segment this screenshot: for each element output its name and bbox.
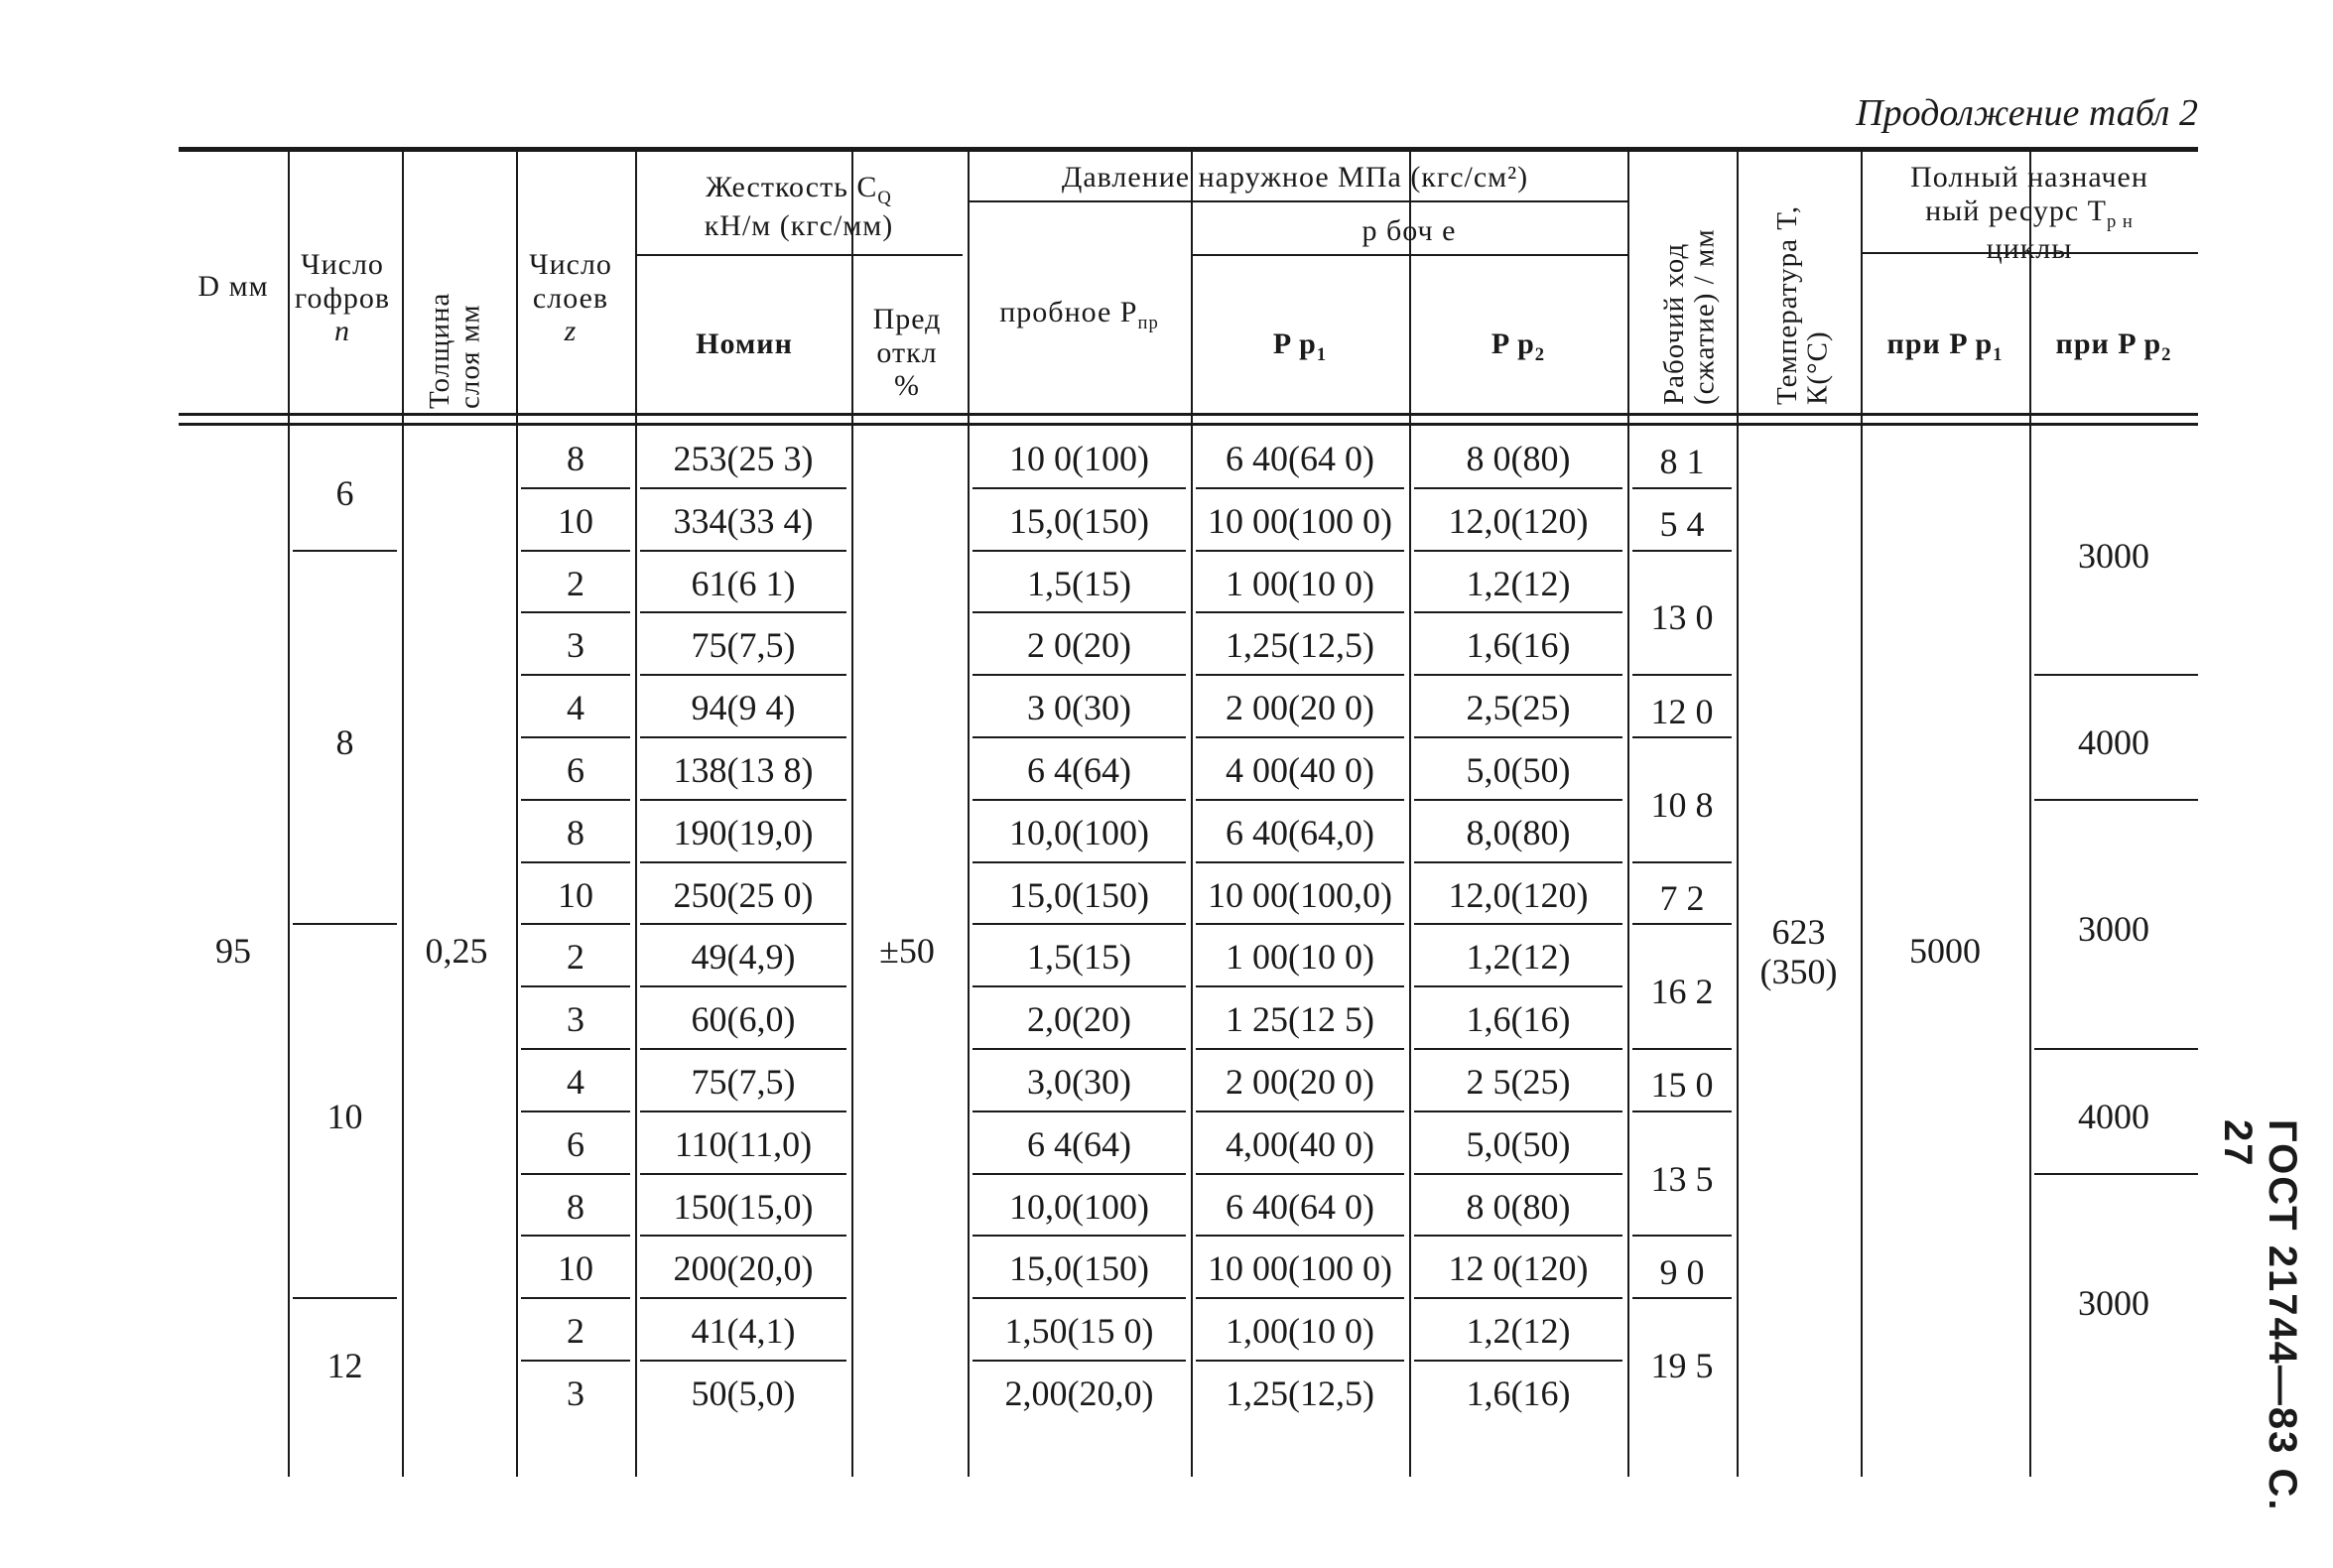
cell-test: 10,0(100) [1009, 1186, 1149, 1227]
row-rule [521, 1173, 630, 1175]
row-rule [1196, 923, 1404, 925]
row-rule [640, 550, 846, 552]
header-stroke: Рабочий ход (сжатие) / мм [1658, 228, 1721, 405]
row-rule [640, 799, 846, 801]
row-rule [1414, 1360, 1622, 1362]
group-rule [1632, 1048, 1732, 1050]
cell-nominal: 250(25 0) [673, 874, 814, 915]
cell-nominal: 138(13 8) [673, 750, 814, 790]
cell-p1: 1 00(10 0) [1226, 563, 1374, 603]
row-rule [1414, 674, 1622, 676]
row-rule [1414, 799, 1622, 801]
cell-p1: 2 00(20 0) [1226, 688, 1374, 728]
cell-p1: 10 00(100,0) [1208, 874, 1392, 915]
row-rule [1414, 487, 1622, 489]
group-rule [1632, 1235, 1732, 1237]
row-rule [640, 861, 846, 863]
row-rule [972, 1111, 1186, 1112]
table-top-rule [179, 147, 2198, 152]
cell-corrugations: 10 [326, 1096, 363, 1136]
group-rule [2034, 1173, 2198, 1175]
row-rule [972, 487, 1186, 489]
cell-nominal: 50(5,0) [691, 1373, 796, 1413]
cell-p2: 2,5(25) [1466, 688, 1571, 728]
cell-layers: 4 [567, 1062, 584, 1102]
row-rule [972, 674, 1186, 676]
row-rule [521, 799, 630, 801]
cell-nominal: 75(7,5) [691, 1062, 796, 1102]
row-rule [640, 985, 846, 987]
row-rule [1196, 1111, 1404, 1112]
row-rule [972, 1235, 1186, 1237]
row-rule [1196, 1048, 1404, 1050]
row-rule [640, 1048, 846, 1050]
row-rule [521, 923, 630, 925]
cell-stroke: 19 5 [1650, 1346, 1714, 1385]
cell-resource-p1: 5000 [1909, 931, 1981, 971]
header-d: D мм [197, 270, 269, 303]
cell-p1: 10 00(100 0) [1208, 1248, 1392, 1289]
cell-resource-p2: 3000 [2078, 535, 2149, 576]
cell-p2: 1,6(16) [1466, 1373, 1571, 1413]
group-rule [1632, 550, 1732, 552]
row-rule [1196, 1235, 1404, 1237]
row-rule [1196, 1360, 1404, 1362]
row-rule [1196, 985, 1404, 987]
cell-stroke: 13 5 [1650, 1158, 1714, 1199]
row-rule [972, 550, 1186, 552]
cell-test: 10,0(100) [1009, 812, 1149, 852]
row-rule [1414, 611, 1622, 613]
cell-resource-p2: 4000 [2078, 1096, 2149, 1136]
cell-p2: 8 0(80) [1466, 1186, 1571, 1227]
header-corrugations: Число гофров n [294, 248, 391, 348]
cell-nominal: 61(6 1) [691, 563, 796, 603]
cell-corrugations: 12 [326, 1346, 363, 1385]
header-bottom-rule [179, 413, 2198, 416]
cell-p1: 4 00(40 0) [1226, 750, 1374, 790]
row-rule [1414, 1111, 1622, 1112]
group-rule [293, 550, 397, 552]
standard-page-reference: ГОСТ 21744—83 С. 27 [2216, 1119, 2304, 1512]
row-rule [1196, 799, 1404, 801]
cell-p1: 6 40(64,0) [1226, 812, 1374, 852]
row-rule [972, 1048, 1186, 1050]
table-caption: Продолжение табл 2 [1856, 92, 2198, 134]
row-rule [972, 1360, 1186, 1362]
cell-p1: 1,25(12,5) [1226, 625, 1374, 666]
row-rule [640, 487, 846, 489]
row-rule [1196, 550, 1404, 552]
group-rule [2034, 1048, 2198, 1050]
cell-layers: 2 [567, 563, 584, 603]
group-rule [1632, 1111, 1732, 1112]
group-rule [1632, 1297, 1732, 1299]
cell-test: 15,0(150) [1009, 500, 1149, 541]
cell-p1: 10 00(100 0) [1208, 500, 1392, 541]
cell-layers: 6 [567, 750, 584, 790]
cell-nominal: 49(4,9) [691, 937, 796, 978]
cell-test: 6 4(64) [1027, 750, 1131, 790]
header-layer-thickness: Толщина слоя мм [424, 292, 486, 409]
group-rule [2034, 674, 2198, 676]
cell-stroke: 8 1 [1659, 442, 1705, 482]
row-rule [640, 1297, 846, 1299]
row-rule [1196, 487, 1404, 489]
row-rule [972, 799, 1186, 801]
row-rule [1414, 1173, 1622, 1175]
header-temperature: Температура T, К(°С) [1771, 204, 1834, 405]
cell-p2: 12 0(120) [1448, 1248, 1589, 1289]
row-rule [521, 1297, 630, 1299]
cell-stroke: 9 0 [1659, 1251, 1705, 1292]
cell-p1: 1 25(12 5) [1226, 999, 1374, 1040]
row-rule [1414, 1235, 1622, 1237]
cell-nominal: 60(6,0) [691, 999, 796, 1040]
cell-p2: 12,0(120) [1448, 874, 1589, 915]
header-at-p2: при P $р_2$ [2055, 327, 2172, 365]
cell-nominal: 110(11,0) [674, 1123, 813, 1164]
cell-p2: 1,2(12) [1466, 563, 1571, 603]
cell-stroke: 7 2 [1659, 878, 1705, 918]
cell-nominal: 253(25 3) [673, 439, 814, 478]
cell-layers: 8 [567, 1186, 584, 1227]
cell-test: 1,50(15 0) [1004, 1311, 1154, 1352]
row-rule [521, 1048, 630, 1050]
row-rule [521, 861, 630, 863]
cell-test: 1,5(15) [1027, 563, 1131, 603]
header-layers: Число слоев z [529, 248, 612, 348]
cell-p2: 5,0(50) [1466, 1123, 1571, 1164]
cell-p2: 1,2(12) [1466, 937, 1571, 978]
cell-test: 2 0(20) [1027, 625, 1131, 666]
row-rule [1414, 923, 1622, 925]
cell-test: 2,0(20) [1027, 999, 1131, 1040]
row-rule [1414, 1297, 1622, 1299]
header-deviation: Пред откл % [872, 303, 942, 403]
header-subrule [635, 254, 963, 256]
cell-stroke: 16 2 [1650, 972, 1714, 1012]
cell-p1: 2 00(20 0) [1226, 1062, 1374, 1102]
row-rule [1196, 1297, 1404, 1299]
cell-resource-p2: 3000 [2078, 1283, 2149, 1324]
row-rule [1414, 550, 1622, 552]
row-rule [521, 487, 630, 489]
row-rule [640, 1235, 846, 1237]
row-rule [972, 611, 1186, 613]
cell-test: 15,0(150) [1009, 874, 1149, 915]
row-rule [640, 611, 846, 613]
cell-test: 3,0(30) [1027, 1062, 1131, 1102]
cell-stroke: 5 4 [1659, 504, 1705, 545]
cell-diameter: 95 [215, 931, 251, 971]
row-rule [521, 1360, 630, 1362]
cell-layers: 10 [558, 874, 593, 915]
row-rule [640, 1360, 846, 1362]
cell-corrugations: 8 [335, 722, 354, 762]
row-rule [521, 985, 630, 987]
row-rule [1414, 861, 1622, 863]
cell-test: 2,00(20,0) [1004, 1373, 1154, 1413]
header-stiffness: Жесткость $C_Q$ кН/м (кгс/мм) [704, 171, 894, 242]
row-rule [972, 923, 1186, 925]
cell-stroke: 13 0 [1650, 597, 1714, 638]
group-rule [1632, 674, 1732, 676]
cell-layers: 3 [567, 625, 584, 666]
header-bottom-rule [179, 423, 2198, 426]
row-rule [521, 1235, 630, 1237]
cell-p2: 2 5(25) [1466, 1062, 1571, 1102]
cell-layers: 10 [558, 500, 593, 541]
row-rule [640, 923, 846, 925]
cell-test: 3 0(30) [1027, 688, 1131, 728]
row-rule [521, 674, 630, 676]
row-rule [521, 550, 630, 552]
group-rule [1632, 923, 1732, 925]
row-rule [1414, 1048, 1622, 1050]
group-rule [1632, 861, 1732, 863]
cell-p2: 8,0(80) [1466, 812, 1571, 852]
group-rule [1632, 736, 1732, 738]
cell-deviation: ±50 [879, 931, 935, 971]
row-rule [521, 1111, 630, 1112]
row-rule [521, 736, 630, 738]
cell-layers: 3 [567, 1373, 584, 1413]
cell-layers: 6 [567, 1123, 584, 1164]
cell-layers: 3 [567, 999, 584, 1040]
cell-p1: 1,00(10 0) [1226, 1311, 1374, 1352]
cell-p2: 1,6(16) [1466, 625, 1571, 666]
header-working-pressure: р боч е [1361, 214, 1457, 247]
cell-nominal: 190(19,0) [673, 812, 814, 852]
row-rule [972, 1173, 1186, 1175]
cell-nominal: 94(9 4) [691, 688, 796, 728]
header-subrule [968, 200, 1627, 202]
cell-stroke: 12 0 [1650, 691, 1714, 731]
cell-layers: 4 [567, 688, 584, 728]
cell-p1: 6 40(64 0) [1226, 1186, 1374, 1227]
row-rule [521, 611, 630, 613]
row-rule [1196, 736, 1404, 738]
row-rule [1414, 985, 1622, 987]
cell-test: 1,5(15) [1027, 937, 1131, 978]
row-rule [1196, 674, 1404, 676]
header-p1: P $р_1$ [1272, 327, 1328, 365]
cell-layers: 8 [567, 812, 584, 852]
column-rule [402, 147, 404, 1477]
cell-nominal: 41(4,1) [691, 1311, 796, 1352]
cell-p2: 1,2(12) [1466, 1311, 1571, 1352]
cell-p2: 12,0(120) [1448, 500, 1589, 541]
row-rule [972, 861, 1186, 863]
cell-p2: 1,6(16) [1466, 999, 1571, 1040]
cell-layers: 2 [567, 1311, 584, 1352]
group-rule [293, 923, 397, 925]
cell-layer-thickness: 0,25 [425, 931, 488, 971]
cell-nominal: 334(33 4) [673, 500, 814, 541]
row-rule [972, 1297, 1186, 1299]
group-rule [1632, 487, 1732, 489]
header-at-p1: при P $р_1$ [1886, 327, 2004, 365]
cell-temperature: 623 (350) [1759, 912, 1838, 991]
cell-p2: 8 0(80) [1466, 439, 1571, 478]
cell-nominal: 150(15,0) [673, 1186, 814, 1227]
cell-test: 10 0(100) [1009, 439, 1149, 478]
row-rule [972, 736, 1186, 738]
cell-layers: 10 [558, 1248, 593, 1289]
cell-stroke: 10 8 [1650, 784, 1714, 825]
cell-p2: 5,0(50) [1466, 750, 1571, 790]
column-rule [1737, 147, 1739, 1477]
group-rule [293, 1297, 397, 1299]
row-rule [640, 674, 846, 676]
row-rule [1196, 611, 1404, 613]
row-rule [640, 1173, 846, 1175]
header-p2: P $р_2$ [1491, 327, 1546, 365]
cell-nominal: 75(7,5) [691, 625, 796, 666]
cell-p1: 4,00(40 0) [1226, 1123, 1374, 1164]
header-subrule [1191, 254, 1627, 256]
row-rule [1414, 736, 1622, 738]
cell-nominal: 200(20,0) [673, 1248, 814, 1289]
cell-test: 15,0(150) [1009, 1248, 1149, 1289]
cell-stroke: 15 0 [1650, 1065, 1714, 1106]
cell-layers: 2 [567, 937, 584, 978]
header-resource: Полный назначен ный ресурс $T_{р н}$ циклы [1910, 161, 2148, 266]
cell-resource-p2: 3000 [2078, 909, 2149, 950]
header-pressure: Давление наружное МПа (кгс/см²) [1061, 161, 1529, 194]
cell-p1: 6 40(64 0) [1226, 439, 1374, 478]
header-nominal: Номин [696, 327, 793, 360]
row-rule [1196, 1173, 1404, 1175]
cell-corrugations: 6 [335, 472, 354, 513]
row-rule [640, 736, 846, 738]
group-rule [2034, 799, 2198, 801]
cell-p1: 1,25(12,5) [1226, 1373, 1374, 1413]
row-rule [1196, 861, 1404, 863]
row-rule [972, 985, 1186, 987]
cell-layers: 8 [567, 439, 584, 478]
cell-p1: 1 00(10 0) [1226, 937, 1374, 978]
row-rule [640, 1111, 846, 1112]
cell-test: 6 4(64) [1027, 1123, 1131, 1164]
header-test-pressure: пробное $P_{пр}$ [999, 296, 1159, 333]
cell-resource-p2: 4000 [2078, 722, 2149, 762]
